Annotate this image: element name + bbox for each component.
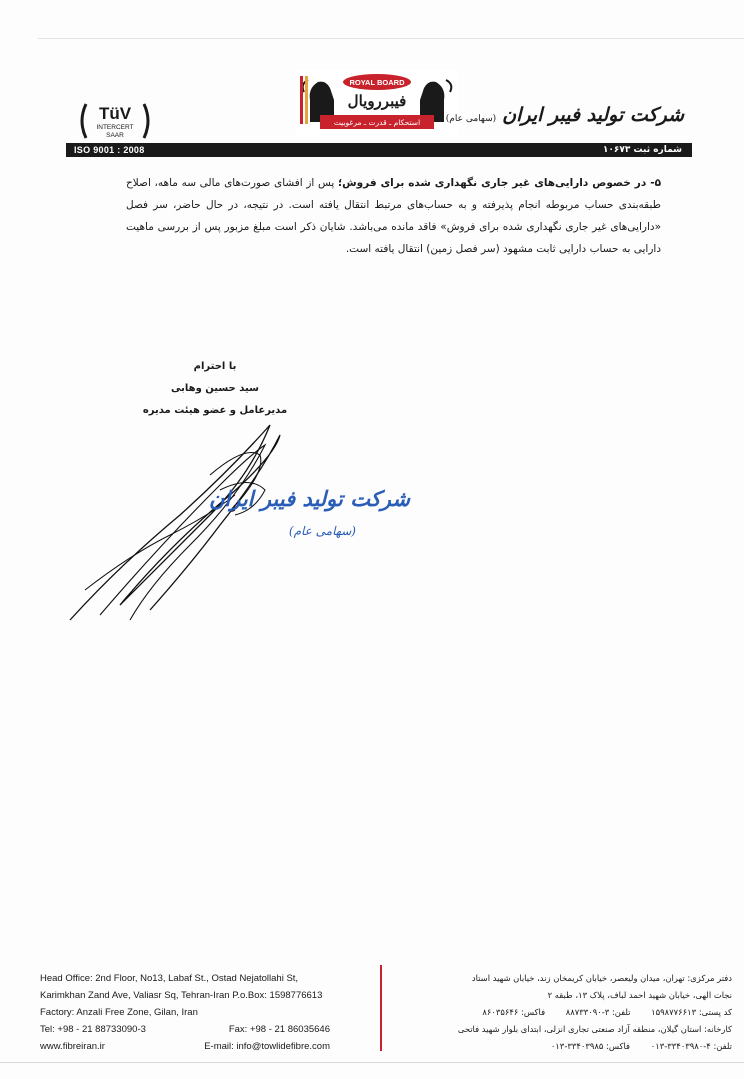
- footer-fa-factory: کارخانه: استان گیلان، منطقه آزاد صنعتی تجاری انزلی، ابتدای بلوار شهید فاتحی: [457, 1024, 732, 1034]
- footer-en-office-1: Head Office: 2nd Floor, No13, Labaf St., Ostad Nejatollahi St,: [40, 973, 299, 984]
- company-name: شرکت تولید فیبر ایران: [502, 104, 684, 126]
- page-top-edge: [38, 38, 744, 39]
- page-bottom-edge: [0, 1062, 744, 1063]
- iso-certification: ISO 9001 : 2008: [74, 145, 145, 155]
- stamp-company-type: (سهامی عام): [288, 524, 356, 538]
- closing-salutation: با احترام: [193, 361, 237, 372]
- footer-fa-phone: تلفن: ۳-۸۸۷۳۳۰۹۰: [565, 1007, 631, 1017]
- footer-fa-factory-fax: فاکس: ۳۳۴۰۳۹۸۵-۰۱۳: [550, 1041, 631, 1051]
- signatory-name: سید حسین وهابی: [171, 383, 259, 394]
- logo-brand-fa: فیبررویال: [347, 92, 407, 110]
- footer-fa-office-2: نجات الهی، خیابان شهید احمد لباف، پلاک ۱۳، طبقه ۲: [547, 990, 732, 1000]
- footer-fa-factory-contact-row: [402, 1038, 732, 1055]
- footer-persian: [402, 970, 732, 1055]
- footer-en-fax: Fax: +98 - 21 86035646: [228, 1024, 330, 1035]
- footer-en-web: www.fibreiran.ir: [40, 1041, 105, 1052]
- paragraph-heading: ۵- در خصوص دارایی‌های غیر جاری نگهداری شده برای فروش؛: [337, 177, 661, 189]
- footer-fa-fax: فاکس: ۸۶۰۳۵۶۴۶: [482, 1007, 546, 1017]
- stamp-company-name: شرکت تولید فیبر ایران: [208, 486, 410, 511]
- registration-number: شماره ثبت ۱۰۶۷۳: [602, 145, 682, 155]
- paragraph-text: پس از افشای صورت‌های مالی سه ماهه، اصلاح طبقه‌بندی حساب مربوطه انجام پذیرفته و به حساب‌های مرتبط انتقال یافته است. در نتیجه، در حال حاضر، سر فصل «دارایی‌های غیر جاری نگهداری شده برای فروش» فاقد مانده می‌باشد. شایان ذکر است مبلغ مزبور پس از بررسی ماهیت دارایی به حساب دارایی ثابت مشهود (سر فصل زمین) انتقال یافته است.: [126, 177, 661, 255]
- royal-board-logo: [296, 70, 458, 136]
- footer-english: [40, 970, 370, 1055]
- signature-block: [140, 356, 290, 422]
- signatory-title: مدیرعامل و عضو هیئت مدیره: [142, 405, 288, 416]
- company-type: (سهامی عام): [445, 114, 497, 124]
- logo-slogan: استحکام ـ قدرت ـ مرغوبیت: [333, 118, 421, 127]
- footer-fa-office-1: دفتر مرکزی: تهران، میدان ولیعصر، خیابان کریمخان زند، خیابان شهید استاد: [471, 973, 732, 983]
- letter-paragraph: [126, 172, 661, 260]
- footer-en-web-row: [40, 1038, 330, 1055]
- company-stamp: [208, 486, 410, 556]
- tuv-cert-logo: [76, 100, 154, 142]
- footer-en-email: E-mail: info@towlidefibre.com: [204, 1041, 330, 1052]
- footer-fa-postal: کد پستی: ۱۵۹۸۷۷۶۶۱۳: [651, 1007, 732, 1017]
- footer-en-office-2: Karimkhan Zand Ave, Valiasr Sq, Tehran-Iran P.o.Box: 1598776613: [40, 990, 323, 1001]
- header-info-bar: [66, 143, 692, 157]
- footer-fa-factory-phone: تلفن: ۴-۳۳۴۰۳۹۸۰-۰۱۳: [650, 1041, 732, 1051]
- footer-en-contact-row: [40, 1021, 330, 1038]
- tuv-line1-text: INTERCERT: [96, 124, 134, 131]
- logo-brand-en: ROYAL BOARD: [349, 78, 405, 87]
- footer-en-factory: Factory: Anzali Free Zone, Gilan, Iran: [40, 1007, 198, 1018]
- footer-en-tel: Tel: +98 - 21 88733090-3: [40, 1024, 146, 1035]
- company-name-header: [446, 104, 684, 126]
- tuv-line2-text: SAAR: [106, 132, 124, 139]
- tuv-brand-text: TüV: [98, 104, 132, 123]
- footer-fa-contact-row: [402, 1004, 732, 1021]
- footer-divider: [380, 965, 382, 1051]
